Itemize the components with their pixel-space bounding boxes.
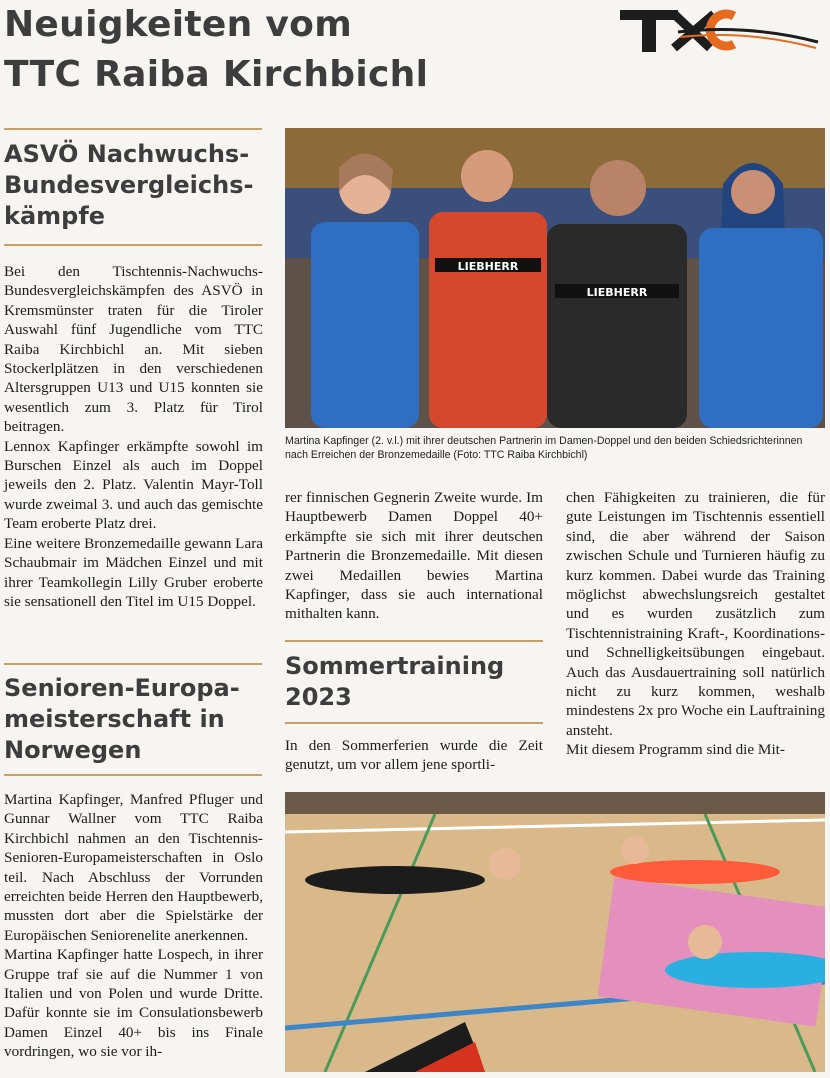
paragraph: Eine weitere Bronzemedaille gewann Lara Schaubmair im Mädchen Einzel und mit ihrer Teamkollegin Lilly Gruber eroberte sie sensationell den Titel im U15 Doppel. bbox=[4, 534, 263, 610]
article-asvoe bbox=[4, 262, 263, 611]
heading-asvoe: ASVÖ Nachwuchs- Bundesvergleichs- kämpfe bbox=[4, 140, 254, 230]
section-rule bbox=[285, 722, 543, 724]
photo-training bbox=[285, 792, 825, 1072]
paragraph: Martina Kapfinger hatte Lospech, in ihrer Gruppe traf sie auf die Nummer 1 von Italien und von Polen und wurde Dritte. Dafür konnte sie im Consulationsbewerb Damen Einzel 40+ bis ins Finale vordringen, wo sie vor ih- bbox=[4, 946, 263, 1061]
masthead-line-2: TTC Raiba Kirchbichl bbox=[4, 54, 429, 95]
masthead-title bbox=[4, 0, 428, 100]
article-senioren-em bbox=[4, 790, 263, 1062]
article-sommertraining: In den Sommerferien wurde die Zeit genutzt, um vor allem jene sportli- bbox=[285, 737, 543, 774]
section-rule bbox=[285, 640, 543, 642]
section-rule bbox=[4, 128, 262, 130]
heading-senioren-em: Senioren-Europa- meisterschaft in Norwegen bbox=[4, 674, 240, 764]
section-rule bbox=[4, 663, 262, 665]
paragraph: Martina Kapfinger, Manfred Pfluger und Gunnar Wallner vom TTC Raiba Kirchbichl nahmen an den Tischtennis-Senioren-Europameisterschaften in Oslo teil. Nach Abschluss der Vorrunden erreichten beide Herren den Hauptbewerb, mussten dort aber die Spielstärke der Europäischen Seniorenelite anerkennen. bbox=[4, 791, 263, 944]
heading-sommertraining: Sommertraining 2023 bbox=[285, 652, 505, 711]
paragraph: Lennox Kapfinger erkämpfte sowohl im Burschen Einzel als auch im Doppel jeweils den 2. Platz. Valentin Mayr-Toll wurde zweimal 3. und auch das gemischte Team eroberte Platz drei. bbox=[4, 437, 263, 533]
article-senioren-em-continued: rer finnischen Gegnerin Zweite wurde. Im Hauptbewerb Damen Doppel 40+ erkämpfte sie sich mit ihrer deutschen Partnerin die Bronzemedaille. Mit diesen zwei Medaillen bewies Martina Kapfinger, dass sie auch international mithalten kann. bbox=[285, 489, 543, 623]
section-rule bbox=[4, 244, 262, 246]
photo-bronze-medal bbox=[285, 128, 825, 428]
article-sommertraining-continued: chen Fähigkeiten zu trainieren, die für gute Leistungen im Tischtennis essentiell sind, die aber während der Saison zwischen Schule und Turnieren häufig zu kurz kommen. Dabei wurde das Training möglichst abwechslungsreich gestaltet und es wurden zusätzlich zum Tischtennistraining Kraft-, Koordinations- und Schnelligkeitsübungen eingebaut. Auch das Ausdauertraining soll natürlich nicht zu kurz kommen, weshalb mindestens 2x pro Woche ein Lauftraining ansteht. Mit diesem Programm sind die Mit- bbox=[566, 489, 825, 759]
section-rule bbox=[4, 774, 262, 776]
masthead-line-1: Neuigkeiten vom bbox=[4, 4, 353, 45]
paragraph: Bei den Tischtennis-Nachwuchs-Bundesvergleichskämpfen des ASVÖ in Kremsmünster traten für die Tiroler Auswahl fünf Jugendliche vom TTC Raiba Kirchbichl an. Mit sieben Stockerlplätzen in den verschiedenen Altersgruppen U13 und U15 konnten sie wesentlich zum 3. Platz für Tirol beitragen. bbox=[4, 263, 263, 436]
shirt-text: LIEBHERR bbox=[457, 260, 519, 273]
shirt-text: LIEBHERR bbox=[586, 286, 648, 299]
ttc-logo bbox=[618, 4, 823, 54]
photo-caption: Martina Kapfinger (2. v.l.) mit ihrer deutschen Partnerin im Damen-Doppel und den beiden Schiedsrichterinnen nach Erreichen der Bronzemedaille (Foto: TTC Raiba Kirchbichl) bbox=[285, 435, 803, 461]
